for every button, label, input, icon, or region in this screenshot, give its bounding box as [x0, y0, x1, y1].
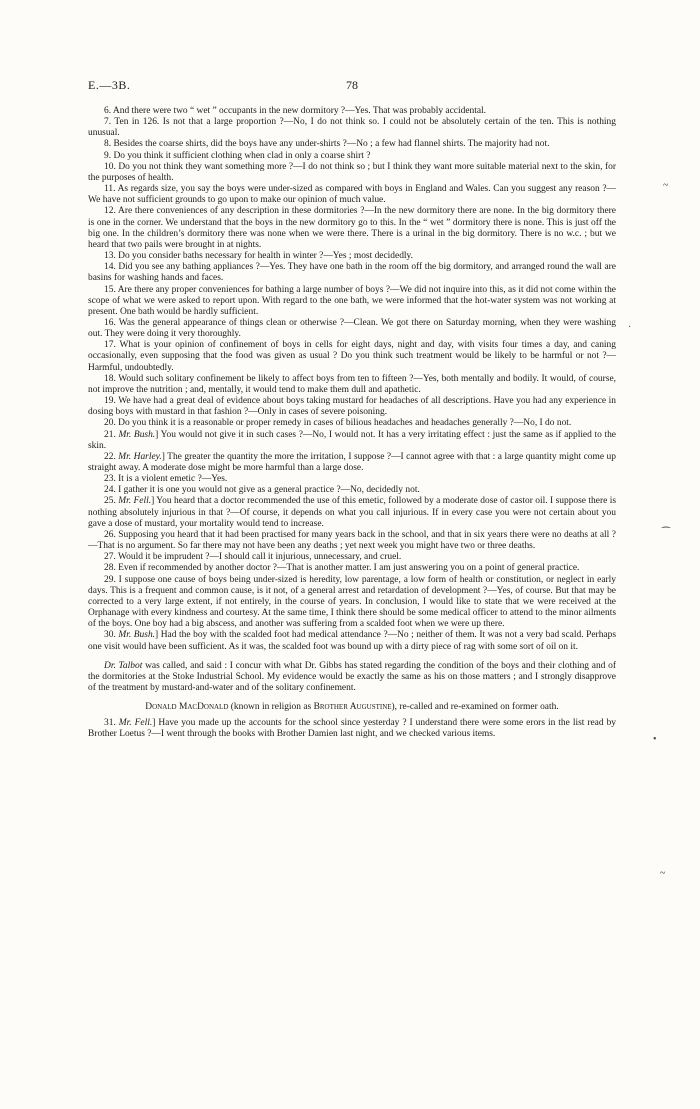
- question-paragraph: [88, 262, 616, 284]
- question-paragraph: [88, 485, 616, 496]
- question-paragraph: [88, 206, 616, 251]
- question-paragraph: [88, 530, 616, 552]
- question-paragraph: [88, 318, 616, 340]
- question-paragraph: [88, 430, 616, 452]
- question-paragraph: [88, 396, 616, 418]
- question-text: 28. Even if recommended by another doctor ?—That is another matter. I am just answering you on a point of general practice.: [104, 563, 580, 574]
- question-text: 19. We have had a great deal of evidence about boys taking mustard for headaches of all descriptions. Have you had any experience in dosing boys with mustard in that fashion ?—Only in cases of severe poisoning.: [88, 396, 616, 418]
- question-text: 18. Would such solitary confinement be likely to affect boys from ten to fifteen ?—Yes, both mentally and bodily. It would, of course, not improve the nutrition ; and, mentally, it would tend to make them dull and apathetic.: [88, 373, 616, 395]
- question-paragraph: [88, 418, 616, 429]
- witness-name: Donald MacDonald: [145, 702, 229, 713]
- final-question-number: 31.: [104, 718, 119, 729]
- margin-mark: •: [653, 734, 657, 745]
- question-paragraph: [88, 563, 616, 574]
- question-text: 23. It is a violent emetic ?—Yes.: [104, 474, 228, 485]
- question-paragraph: [88, 162, 616, 184]
- question-paragraph: [88, 575, 616, 631]
- question-text: ] You would not give it in such cases ?—No, I would not. It has a very irritating effect : just the same as if applied to the skin.: [88, 429, 616, 451]
- question-number: 25.: [104, 496, 119, 507]
- question-paragraph: [88, 630, 616, 652]
- witness-heading-before: (known in religion as: [228, 702, 314, 713]
- witness-heading: [88, 702, 616, 713]
- question-text: 11. As regards size, you say the boys were under-sized as compared with boys in England and Wales. Can you suggest any reason ?—We have not sufficient grounds to go upon to make our opinion of much value.: [88, 184, 616, 206]
- question-paragraph: [88, 117, 616, 139]
- question-paragraph: [88, 452, 616, 474]
- question-text: 8. Besides the coarse shirts, did the boys have any under-shirts ?—No ; a few had flannel shirts. The majority had not.: [104, 139, 550, 150]
- question-paragraph: [88, 251, 616, 262]
- question-paragraph: [88, 340, 616, 373]
- question-text: 26. Supposing you heard that it had been practised for many years back in the school, and that in six years there were no deaths at all ?—That is no argument. So far there may not have been any deaths ; yet next week you might have two or three deaths.: [88, 529, 616, 552]
- statement-speaker: Dr. Talbot: [104, 660, 143, 671]
- question-text: 6. And there were two “ wet ” occupants in the new dormitory ?—Yes. That was probably accidental.: [104, 106, 487, 116]
- question-text: 10. Do you not think they want something more ?—I do not think so ; but I think they want more suitable material next to the skin, for the purposes of health.: [88, 161, 616, 183]
- question-text: 13. Do you consider baths necessary for health in winter ?—Yes ; most decidedly.: [104, 251, 414, 262]
- questioner-name: Mr. Bush.: [118, 630, 156, 641]
- questioner-name: Mr. Fell.: [118, 496, 152, 507]
- final-question-text: ] Have you made up the accounts for the school since yesterday ? I understand there were some erors in the list read by Brother Loetus ?—I went through the books with Brother Damien last night, and we checked various items.: [88, 718, 617, 740]
- questioner-name: Mr. Harley.: [118, 451, 162, 462]
- question-paragraph: [88, 184, 616, 206]
- question-paragraph: [88, 285, 616, 318]
- question-text: ] The greater the quantity the more the irritation, I suppose ?—I cannot agree with that : a large quantity might come up straight away. A moderate dose might be more harmful than a large dose.: [88, 451, 616, 473]
- question-text: 14. Did you see any bathing appliances ?—Yes. They have one bath in the room off the big dormitory, and arranged round the wall are basins for washing hands and faces.: [88, 262, 616, 284]
- question-text: 17. What is your opinion of confinement of boys in cells for eight days, night and day, with visits four times a day, and caning occasionally, even supposing that the food was given as usual ? Do you think such treatment would be likely to be harmful or not ?—Harmful, undoubtedly.: [88, 340, 616, 373]
- question-text: ] Had the boy with the scalded foot had medical attendance ?—No ; neither of them. It was not a very bad scald. Perhaps one visit would have been sufficient. As it was, the scalded foot was bound up with a dirty piece of rag with some sort of oil on it.: [88, 630, 617, 652]
- final-question-paragraph: [88, 718, 616, 740]
- page-header: [88, 78, 616, 94]
- question-paragraph: [88, 374, 616, 396]
- question-paragraph: [88, 139, 616, 150]
- witness-heading-after: ), re-called and re-examined on former oath.: [391, 702, 559, 713]
- page-body: [88, 106, 616, 741]
- question-paragraph: [88, 151, 616, 162]
- question-paragraph: [88, 106, 616, 117]
- question-list: [88, 106, 616, 653]
- statement-paragraph: [88, 661, 616, 694]
- question-text: 16. Was the general appearance of things clean or otherwise ?—Clean. We got there on Saturday morning, when they were washing out. They were doing it very thoroughly.: [88, 317, 616, 340]
- document-reference: E.—3B.: [88, 78, 131, 92]
- final-question-speaker: Mr. Fell.: [118, 718, 153, 729]
- question-paragraph: [88, 474, 616, 485]
- question-text: 12. Are there conveniences of any description in these dormitories ?—In the new dormitory there are none. In the big dormitory there is one in the corner. We understand that the boys in the new dormitory go to this. In the “ wet ” dormitory there is none. This is just off the big one. In the children’s dormitory there was none when we were there. There is a urinal in the big dormitory. There is no w.c. ; but we heard that two pails were brought in at nights.: [88, 206, 616, 250]
- margin-mark: ~: [663, 180, 669, 191]
- question-paragraph: [88, 496, 616, 529]
- question-text: 20. Do you think it is a reasonable or proper remedy in cases of bilious headaches and headaches generally ?—No, I do not.: [104, 418, 572, 429]
- question-text: 24. I gather it is one you would not give as a general practice ?—No, decidedly not.: [104, 485, 420, 496]
- witness-religious-name: Brother Augustine: [313, 702, 392, 713]
- question-number: 30.: [104, 630, 119, 641]
- question-text: 29. I suppose one cause of boys being under-sized is heredity, low parentage, a low form of health or constitution, or neglect in early days. This is a frequent and common cause, is it not, of a general arrest and retardation of development ?—Yes, of course. But that may be corrected to a very large extent, if not entirely, in the course of years. In conclusion, I would like to state that we were received at the Orphanage with every kindness and courtesy. At the same time, I think there should be some medical officer to attend to the minor ailments of the boys. One boy had a big abscess, and another was suffering from a scalded foot when we were up there.: [88, 574, 616, 630]
- margin-mark: ·: [628, 322, 632, 333]
- question-text: ] You heard that a doctor recommended the use of this emetic, followed by a moderate dose of castor oil. I suppose there is nothing absolutely injurious in that ?—Of course, it depends on what you call injurious. If in every case you were not certain about you gave a dose of mustard, your mortality would tend to increase.: [88, 496, 617, 529]
- question-number: 22.: [104, 451, 119, 462]
- question-text: 9. Do you think it sufficient clothing when clad in only a coarse shirt ?: [104, 150, 371, 161]
- page-number: 78: [346, 78, 358, 92]
- question-text: 15. Are there any proper conveniences for bathing a large number of boys ?—We did not inquire into this, as it did not come within the scope of what we were asked to report upon. With regard to the one bath, we were informed that the hot-water system was not working at present. One bath would be hardly sufficient.: [88, 284, 616, 317]
- margin-mark: ~: [660, 868, 666, 879]
- question-text: 7. Ten in 126. Is not that a large proportion ?—No, I do not think so. I could not be absolutely certain of the ten. This is nothing unusual.: [88, 117, 616, 139]
- question-paragraph: [88, 552, 616, 563]
- question-text: 27. Would it be imprudent ?—I should call it injurious, unnecessary, and cruel.: [104, 552, 402, 563]
- margin-mark: ⁀: [662, 528, 671, 539]
- questioner-name: Mr. Bush.: [118, 429, 156, 440]
- statement-text: was called, and said : I concur with what Dr. Gibbs has stated regarding the condition of the boys and their clothing and of the dormitories at the Stoke Industrial School. My evidence would be exactly the same as his on those matters ; and I strongly disapprove of the treatment by mustard-and-water and of the solitary confinement.: [88, 660, 616, 693]
- question-number: 21.: [104, 429, 119, 440]
